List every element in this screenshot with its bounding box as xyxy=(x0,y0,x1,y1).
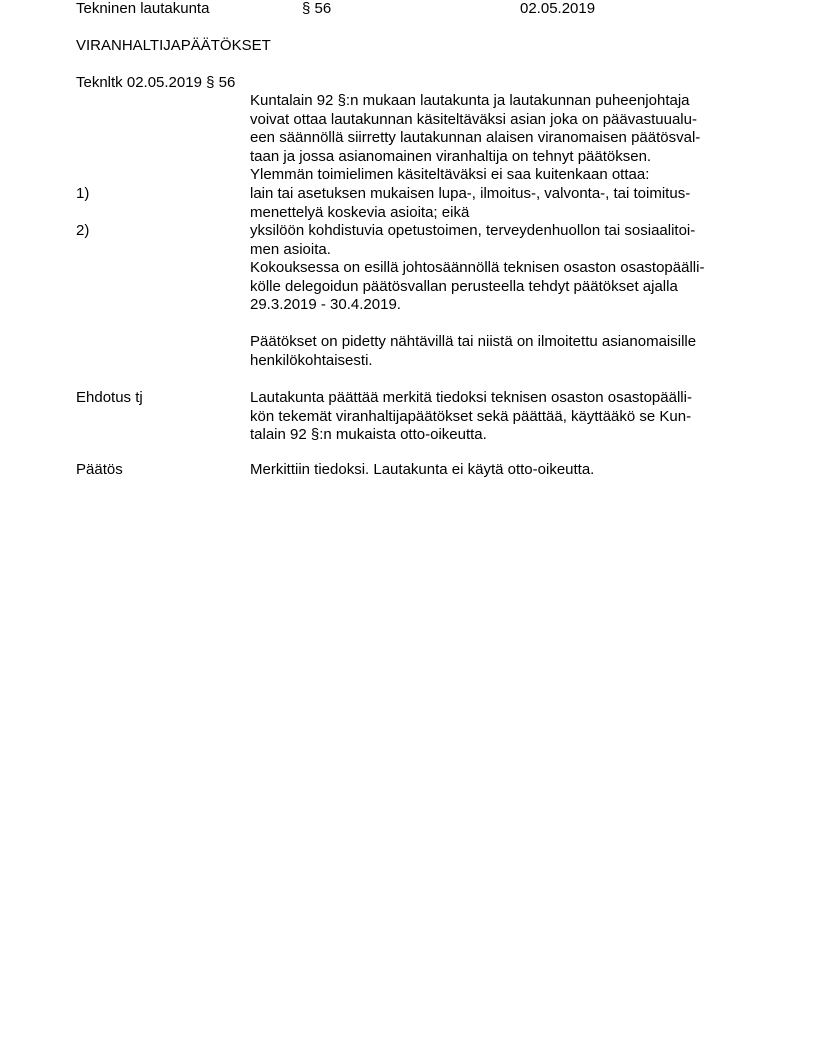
notice-line: henkilökohtaisesti. xyxy=(250,351,373,369)
meeting-line: kölle delegoidun päätösvallan perusteella tehdyt päätökset ajalla xyxy=(250,277,678,295)
meeting-line: Kokouksessa on esillä johtosäännöllä teknisen osaston osastopäälli- xyxy=(250,259,705,276)
proposal-line: Lautakunta päättää merkitä tiedoksi teknisen osaston osastopäälli- xyxy=(250,389,692,406)
intro-paragraph xyxy=(250,92,700,185)
intro-line: een säännöllä siirretty lautakunnan alaisen viranomaisen päätösval- xyxy=(250,129,701,146)
proposal-text xyxy=(250,389,692,445)
list-item-line: lain tai asetuksen mukaisen lupa-, ilmoitus-, valvonta-, tai toimitus- xyxy=(250,185,691,202)
header-date: 02.05.2019 xyxy=(520,0,596,17)
notice-line: Päätökset on pidetty nähtävillä tai niistä on ilmoitettu asianomaisille xyxy=(250,333,697,350)
reference-line: Teknltk 02.05.2019 § 56 xyxy=(76,74,236,91)
proposal-label: Ehdotus tj xyxy=(76,389,143,406)
document-title: VIRANHALTIJAPÄÄTÖKSET xyxy=(76,37,271,54)
decision-label: Päätös xyxy=(76,461,123,478)
header-section: § 56 xyxy=(302,0,332,17)
meeting-line: 29.3.2019 - 30.4.2019. xyxy=(250,296,401,313)
proposal-line: kön tekemät viranhaltijapäätökset sekä päättää, käyttääkö se Kun- xyxy=(250,407,692,425)
list-item xyxy=(250,222,695,259)
list-item-line: menettelyä koskevia asioita; eikä xyxy=(250,203,470,221)
intro-line: taan ja jossa asianomainen viranhaltija on tehnyt päätöksen. xyxy=(250,147,652,165)
list-marker: 1) xyxy=(76,185,90,202)
list-item-line: men asioita. xyxy=(250,240,331,258)
notice-paragraph xyxy=(250,333,696,370)
intro-line: Kuntalain 92 §:n mukaan lautakunta ja lautakunnan puheenjohtaja xyxy=(250,92,690,109)
intro-line: voivat ottaa lautakunnan käsiteltäväksi asian joka on päävastuualu- xyxy=(250,110,697,128)
decision-text: Merkittiin tiedoksi. Lautakunta ei käytä otto-oikeutta. xyxy=(250,461,595,478)
header-committee: Tekninen lautakunta xyxy=(76,0,210,17)
list-item xyxy=(250,185,690,222)
list-marker: 2) xyxy=(76,222,90,239)
list-item-line: yksilöön kohdistuvia opetustoimen, terveydenhuollon tai sosiaalitoi- xyxy=(250,222,696,239)
intro-line: Ylemmän toimielimen käsiteltäväksi ei saa kuitenkaan ottaa: xyxy=(250,166,650,183)
proposal-line: talain 92 §:n mukaista otto-oikeutta. xyxy=(250,426,487,443)
meeting-paragraph xyxy=(250,259,704,315)
